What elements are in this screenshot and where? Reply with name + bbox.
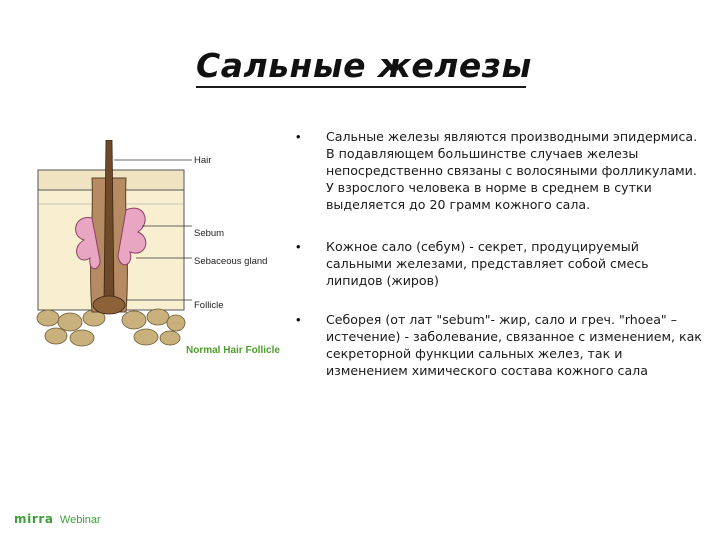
figure-caption: Normal Hair Follicle [186, 345, 280, 356]
hair-follicle-figure [34, 140, 309, 365]
mirra-webinar-logo [14, 512, 101, 526]
bullet-marker: • [296, 129, 301, 144]
bullet-marker: • [296, 312, 301, 327]
bullet-item [296, 128, 706, 213]
bullet-text: Себорея (от лат "sebum"- жир, сало и греч. "rhoea" – истечение) - заболевание, связанное с изменением, как секреторной функции сальных желез, так и изменением химического состава кожного сала [326, 312, 702, 378]
label-follicle: Follicle [194, 300, 224, 311]
bullet-text: Кожное сало (себум) - секрет, продуцируемый сальными железами, представляет собой смесь липидов (жиров) [326, 239, 649, 288]
bullet-marker: • [296, 239, 301, 254]
label-sebum: Sebum [194, 228, 225, 239]
bullet-item [296, 311, 706, 379]
logo-product: Webinar [59, 514, 101, 526]
label-hair: Hair [194, 155, 212, 166]
title-underline [196, 86, 526, 88]
label-sebaceous-gland: Sebaceous gland [194, 256, 268, 267]
slide-title: Сальные железы [196, 46, 532, 85]
bullet-text: Сальные железы являются производными эпидермиса. В подавляющем большинстве случаев железы непосредственно связаны с волосяными фолликулами. У взрослого человека в норме в среднем в сутки выделяется до 20 грамм кожного сала. [326, 129, 698, 212]
hair-bulb [93, 296, 125, 314]
logo-brand: mirra [14, 512, 54, 526]
fat-cells [37, 309, 185, 346]
bullet-list [296, 128, 706, 379]
bullet-item [296, 238, 706, 289]
hair-shaft [104, 140, 114, 300]
